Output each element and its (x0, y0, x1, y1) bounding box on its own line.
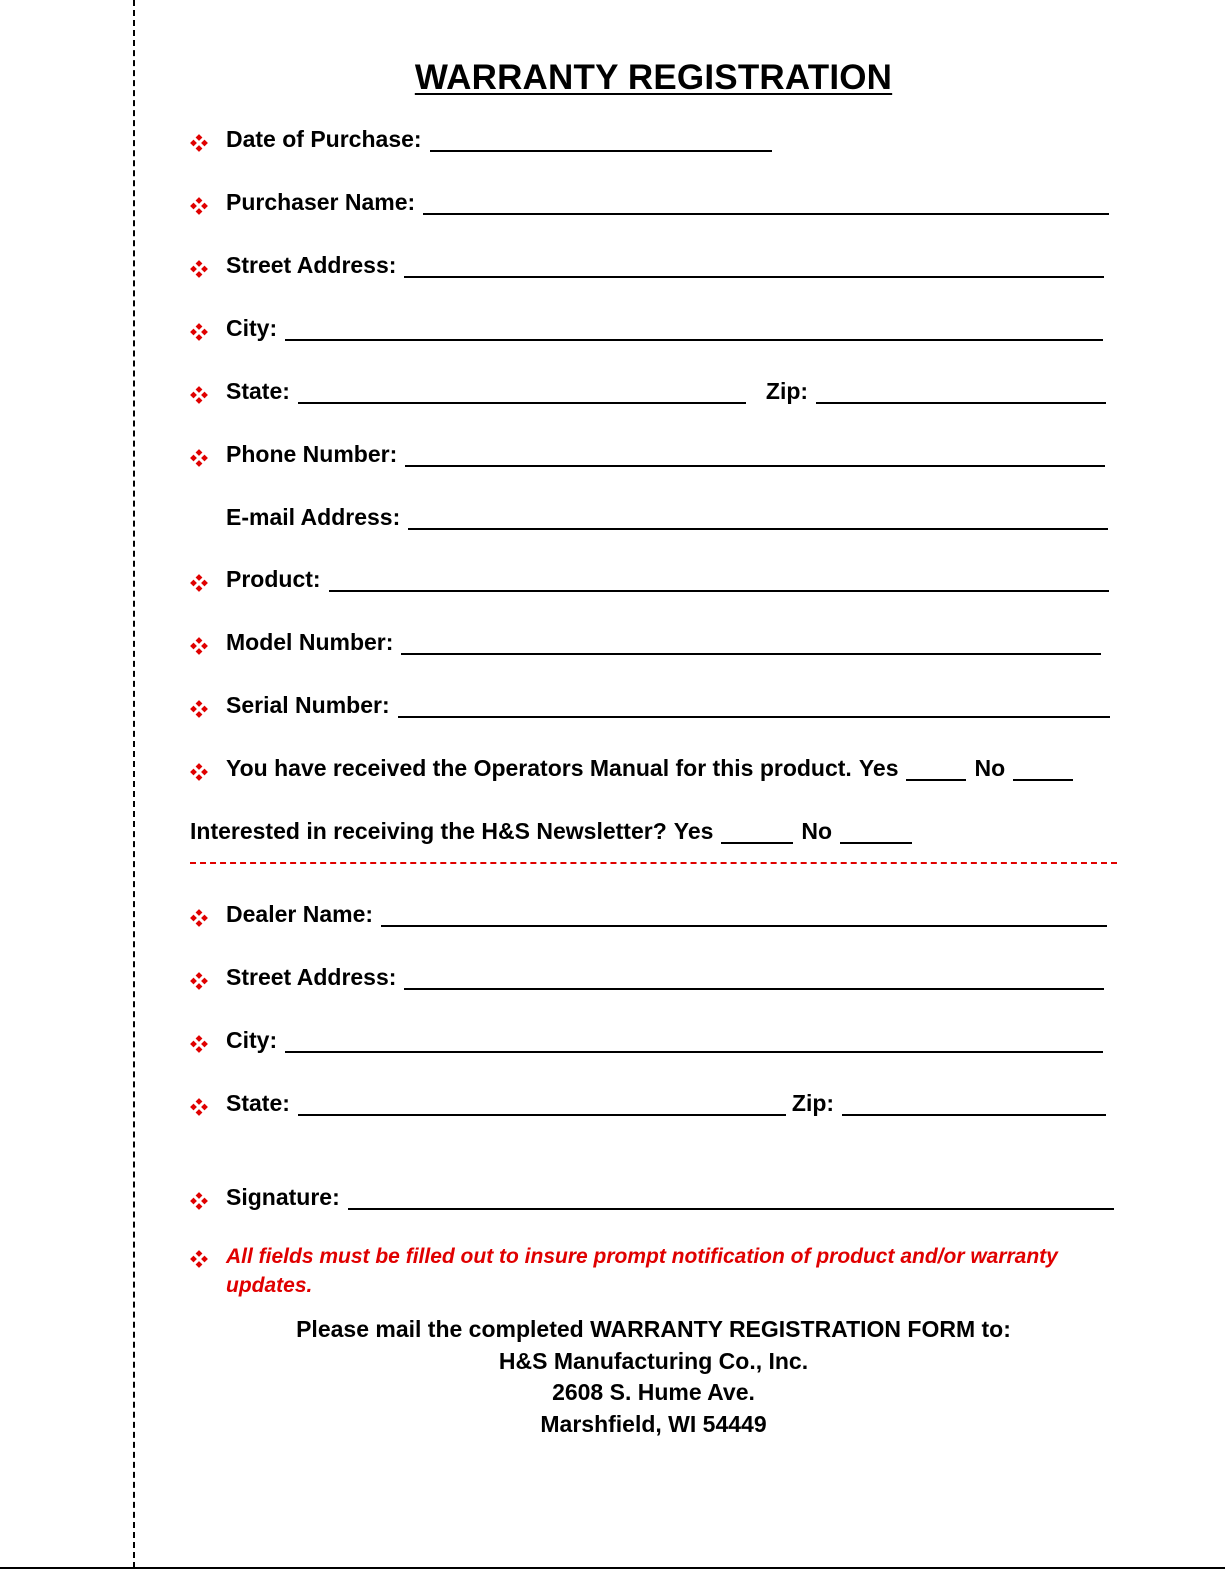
purchaser-name-row (190, 185, 1109, 219)
product-row (190, 562, 1109, 596)
product-label: Product: (226, 566, 321, 592)
newsletter-no-label: No (801, 818, 833, 844)
email-address-row (190, 500, 1108, 534)
city-field[interactable] (285, 339, 1103, 341)
newsletter-no-field[interactable] (840, 842, 912, 844)
bullet-icon (190, 386, 226, 408)
manual-yes-label: Yes (858, 755, 899, 781)
bullet-icon (190, 763, 226, 785)
email-address-field[interactable] (408, 528, 1108, 530)
manual-no-field[interactable] (1013, 779, 1073, 781)
four-diamond-bullet-icon (190, 1250, 208, 1268)
manual-yes-field[interactable] (906, 779, 966, 781)
model-number-label: Model Number: (226, 629, 394, 655)
serial-number-label: Serial Number: (226, 692, 390, 718)
serial-number-field[interactable] (398, 716, 1110, 718)
newsletter-yes-label: Yes (673, 818, 714, 844)
dealer-name-label: Dealer Name: (226, 901, 374, 927)
required-fields-note-text: All fields must be filled out to insure prompt notification of product and/or warranty updates. (226, 1245, 1058, 1297)
dealer-city-field[interactable] (285, 1051, 1103, 1053)
street-address-row (190, 248, 1104, 282)
serial-number-row (190, 688, 1110, 722)
purchaser-name-label: Purchaser Name: (226, 189, 416, 215)
dealer-street-address-label: Street Address: (226, 964, 397, 990)
model-number-row (190, 625, 1101, 659)
bullet-icon (190, 260, 226, 282)
street-address-label: Street Address: (226, 252, 397, 278)
model-number-field[interactable] (401, 653, 1101, 655)
required-fields-note (190, 1242, 1120, 1300)
phone-number-label: Phone Number: (226, 441, 398, 467)
dealer-zip-field[interactable] (842, 1114, 1106, 1116)
dealer-city-label: City: (226, 1027, 278, 1053)
newsletter-yes-field[interactable] (721, 842, 793, 844)
dealer-state-label: State: (226, 1090, 290, 1116)
four-diamond-bullet-icon (190, 763, 208, 781)
state-zip-row (190, 374, 1106, 408)
street-address-field[interactable] (404, 276, 1104, 278)
bullet-icon (190, 909, 226, 931)
date-of-purchase-field[interactable] (430, 150, 772, 152)
bullet-icon (190, 1242, 226, 1300)
date-of-purchase-row (190, 122, 772, 156)
bullet-icon (190, 637, 226, 659)
four-diamond-bullet-icon (190, 1098, 208, 1116)
bullet-icon (190, 134, 226, 156)
dealer-name-field[interactable] (381, 925, 1107, 927)
phone-number-row (190, 437, 1105, 471)
dealer-state-field[interactable] (298, 1114, 786, 1116)
four-diamond-bullet-icon (190, 134, 208, 152)
zip-field[interactable] (816, 402, 1106, 404)
dealer-street-address-row (190, 960, 1104, 994)
four-diamond-bullet-icon (190, 972, 208, 990)
page-bottom-rule (0, 1567, 1225, 1569)
four-diamond-bullet-icon (190, 449, 208, 467)
manual-no-label: No (974, 755, 1006, 781)
dealer-zip-label: Zip: (791, 1090, 835, 1116)
bullet-icon (190, 700, 226, 722)
signature-label: Signature: (226, 1184, 340, 1210)
four-diamond-bullet-icon (190, 1035, 208, 1053)
cut-line (133, 0, 135, 1568)
dealer-state-zip-row (190, 1086, 1106, 1120)
signature-row (190, 1180, 1114, 1214)
state-field[interactable] (298, 402, 746, 404)
four-diamond-bullet-icon (190, 386, 208, 404)
city-row (190, 311, 1103, 345)
operators-manual-question: You have received the Operators Manual for this product. (226, 755, 852, 781)
four-diamond-bullet-icon (190, 1192, 208, 1210)
mail-instruction: Please mail the completed WARRANTY REGISTRATION FORM to: (296, 1316, 1011, 1342)
bullet-icon (190, 972, 226, 994)
phone-number-field[interactable] (405, 465, 1105, 467)
dealer-street-address-field[interactable] (404, 988, 1104, 990)
bullet-icon (190, 1098, 226, 1120)
email-address-label: E-mail Address: (226, 504, 401, 530)
four-diamond-bullet-icon (190, 637, 208, 655)
mail-street: 2608 S. Hume Ave. (552, 1379, 755, 1405)
city-label: City: (226, 315, 278, 341)
newsletter-question: Interested in receiving the H&S Newsletter? (190, 818, 667, 844)
four-diamond-bullet-icon (190, 260, 208, 278)
bullet-icon (190, 1192, 226, 1214)
mail-company: H&S Manufacturing Co., Inc. (498, 1347, 809, 1374)
mailing-instructions (190, 1314, 1117, 1440)
product-field[interactable] (329, 590, 1109, 592)
dealer-city-row (190, 1023, 1103, 1057)
mail-city-state-zip: Marshfield, WI 54449 (540, 1410, 767, 1437)
signature-field[interactable] (348, 1208, 1114, 1210)
zip-label: Zip: (765, 378, 809, 404)
form-title: WARRANTY REGISTRATION (414, 58, 893, 97)
state-label: State: (226, 378, 290, 404)
four-diamond-bullet-icon (190, 700, 208, 718)
bullet-icon (190, 574, 226, 596)
four-diamond-bullet-icon (190, 323, 208, 341)
four-diamond-bullet-icon (190, 909, 208, 927)
operators-manual-row (190, 751, 1073, 785)
dealer-name-row (190, 897, 1107, 931)
date-of-purchase-label: Date of Purchase: (226, 126, 422, 152)
newsletter-row (190, 814, 912, 848)
bullet-icon (190, 1035, 226, 1057)
purchaser-name-field[interactable] (423, 213, 1109, 215)
bullet-icon (190, 449, 226, 471)
four-diamond-bullet-icon (190, 197, 208, 215)
bullet-icon (190, 323, 226, 345)
bullet-icon (190, 197, 226, 219)
section-divider (190, 862, 1117, 864)
four-diamond-bullet-icon (190, 574, 208, 592)
